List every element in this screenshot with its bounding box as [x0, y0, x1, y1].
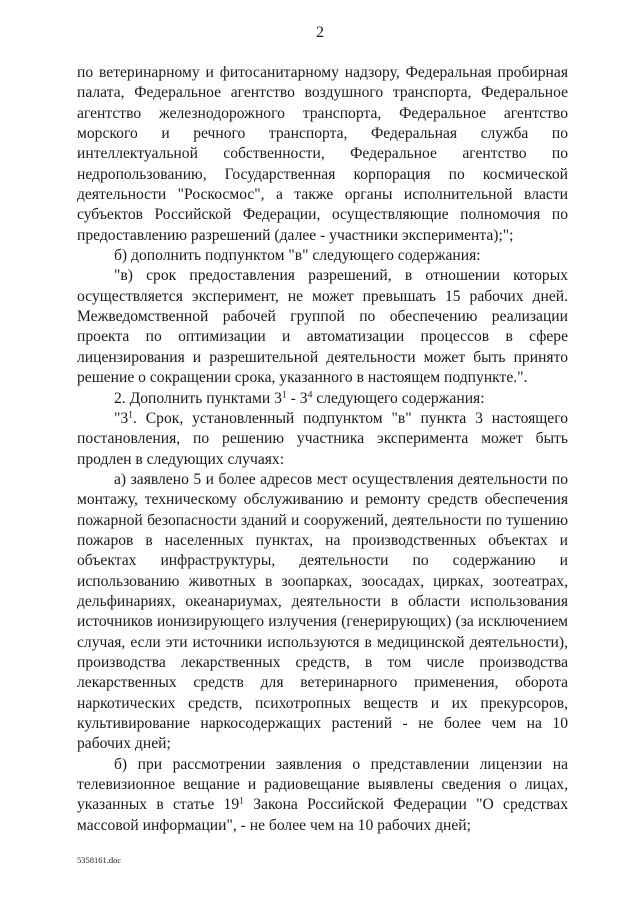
superscript: 4 — [307, 389, 313, 401]
paragraph: "в) срок предоставления разрешений, в отношении которых осуществляется эксперимент, не может превышать 15 рабочих дней. Межведомственной рабочей группой по обеспечению реализации проекта по оптимизации и автоматизации процессов в сфере лицензирования и разрешительной деятельности может быть принято решение о сокращении срока, указанного в настоящем подпункте.". — [77, 267, 568, 387]
text-run: б) при рассмотрении заявления о представлении лицензии на телевизионное вещание и радиовещание выявлены сведения о лицах, указанных в статье 19 — [77, 755, 568, 814]
text-run: 2. Дополнить пунктами 3 — [114, 389, 282, 407]
paragraph — [77, 409, 568, 470]
text-run: - 3 — [286, 389, 308, 407]
paragraph: а) заявлено 5 и более адресов мест осуществления деятельности по монтажу, техническому обслуживанию и ремонту средств обеспечения пожарной безопасности зданий и сооружений, деятельности по тушению пожаров в населенных пунктах, на производственных объектах и объектах инфраструктуры, деятельности по содержанию и использованию животных в зоопарках, зоосадах, цирках, зоотеатрах, дельфинариях, океанариумах, деятельности в области использования источников ионизирующего излучения (генерирующих) (за исключением случая, если эти источники используются в медицинской деятельности), производства лекарственных средств, в том числе производства лекарственных средств для ветеринарного применения, оборота наркотических средств, психотропных веществ и их прекурсоров, культивирование наркосодержащих растений - не более чем на 10 рабочих дней; — [77, 470, 568, 753]
text-run: следующего содержания: — [312, 389, 485, 407]
text-run: "3 — [114, 409, 129, 427]
paragraph — [77, 389, 568, 409]
document-body — [77, 63, 568, 836]
paragraph: б) дополнить подпунктом "в" следующего содержания: — [114, 247, 481, 265]
text-run: Закона Российской Федерации "О средствах массовой информации", - не более чем на 10 рабочих дней; — [77, 796, 569, 834]
page-number: 2 — [316, 24, 324, 41]
file-code-footer: 5358161.doc — [77, 855, 122, 865]
superscript: 1 — [128, 409, 133, 421]
paragraph — [77, 755, 568, 836]
superscript: 1 — [281, 389, 287, 401]
text-run: . Срок, установленный подпунктом "в" пункта 3 настоящего постановления, по решению участника эксперимента может быть продлен в следующих случаях: — [77, 409, 568, 468]
paragraph: по ветеринарному и фитосанитарному надзору, Федеральная пробирная палата, Федеральное агентство воздушного транспорта, Федеральное агентство железнодорожного транспорта, Федеральное агентство морского и речного транспорта, Федеральная служба по интеллектуальной собственности, Федеральное агентство по недропользованию, Государственная корпорация по космической деятельности "Роскосмос", а также органы исполнительной власти субъектов Российской Федерации, осуществляющие полномочия по предоставлению разрешений (далее - участники эксперимента);"; — [77, 64, 568, 244]
superscript: 1 — [239, 796, 244, 808]
